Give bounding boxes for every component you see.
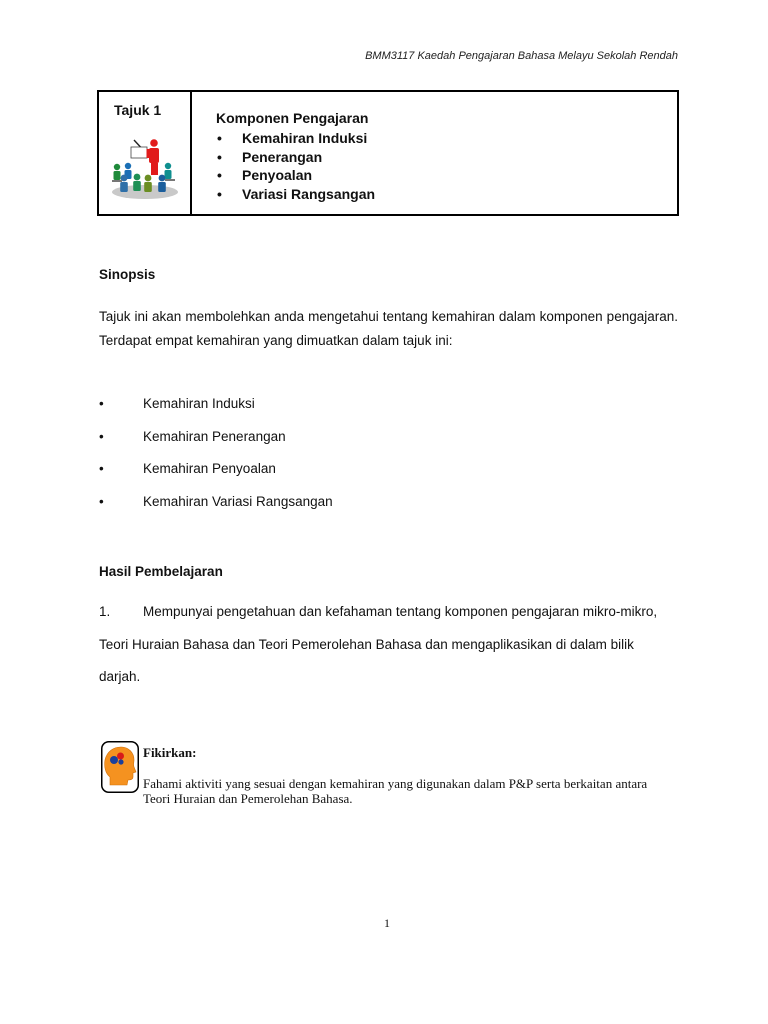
learning-outcome-item (99, 596, 678, 694)
topic-number: Tajuk 1 (114, 102, 162, 118)
synopsis-skill-list (99, 392, 333, 523)
topic-right-cell (192, 92, 677, 214)
synopsis-text: Tajuk ini akan membolehkan anda mengetahui tentang kemahiran dalam komponen pengajaran. Terdapat empat kemahiran yang dimuatkan dalam tajuk ini: (99, 309, 678, 348)
classroom-teacher-icon (107, 134, 179, 200)
synopsis-skill-item: • Kemahiran Penerangan (99, 425, 333, 458)
topic-list-item: • Variasi Rangsangan (216, 185, 677, 204)
page-number: 1 (384, 916, 390, 930)
thinking-head-icon (101, 741, 139, 793)
topic-title: Komponen Pengajaran (216, 110, 369, 126)
synopsis-heading: Sinopsis (99, 267, 156, 282)
synopsis-skill-item: • Kemahiran Penyoalan (99, 457, 333, 490)
topic-left-cell (99, 92, 192, 214)
think-box-title: Fikirkan: (143, 745, 197, 760)
learning-outcome-text: Mempunyai pengetahuan dan kefahaman tentang komponen pengajaran mikro-mikro, Teori Huraian Bahasa dan Teori Pemerolehan Bahasa dan mengaplikasikan di dalam bilik darjah. (99, 604, 658, 684)
learning-outcomes-heading: Hasil Pembelajaran (99, 564, 223, 579)
synopsis-skill-item: • Kemahiran Induksi (99, 392, 333, 425)
synopsis-skill-item: • Kemahiran Variasi Rangsangan (99, 490, 333, 523)
page-header: BMM3117 Kaedah Pengajaran Bahasa Melayu Sekolah Rendah (365, 50, 678, 62)
topic-list-item: • Kemahiran Induksi (216, 129, 677, 148)
topic-box (97, 90, 679, 216)
topic-list-item: • Penyoalan (216, 166, 677, 185)
topic-list (216, 129, 677, 203)
learning-outcome-number: 1. (99, 604, 111, 619)
think-box-text: Fahami aktiviti yang sesuai dengan kemahiran yang digunakan dalam P&P serta berkaitan antara Teori Huraian dan Pemerolehan Bahasa. (143, 776, 648, 806)
topic-list-item: • Penerangan (216, 148, 677, 167)
